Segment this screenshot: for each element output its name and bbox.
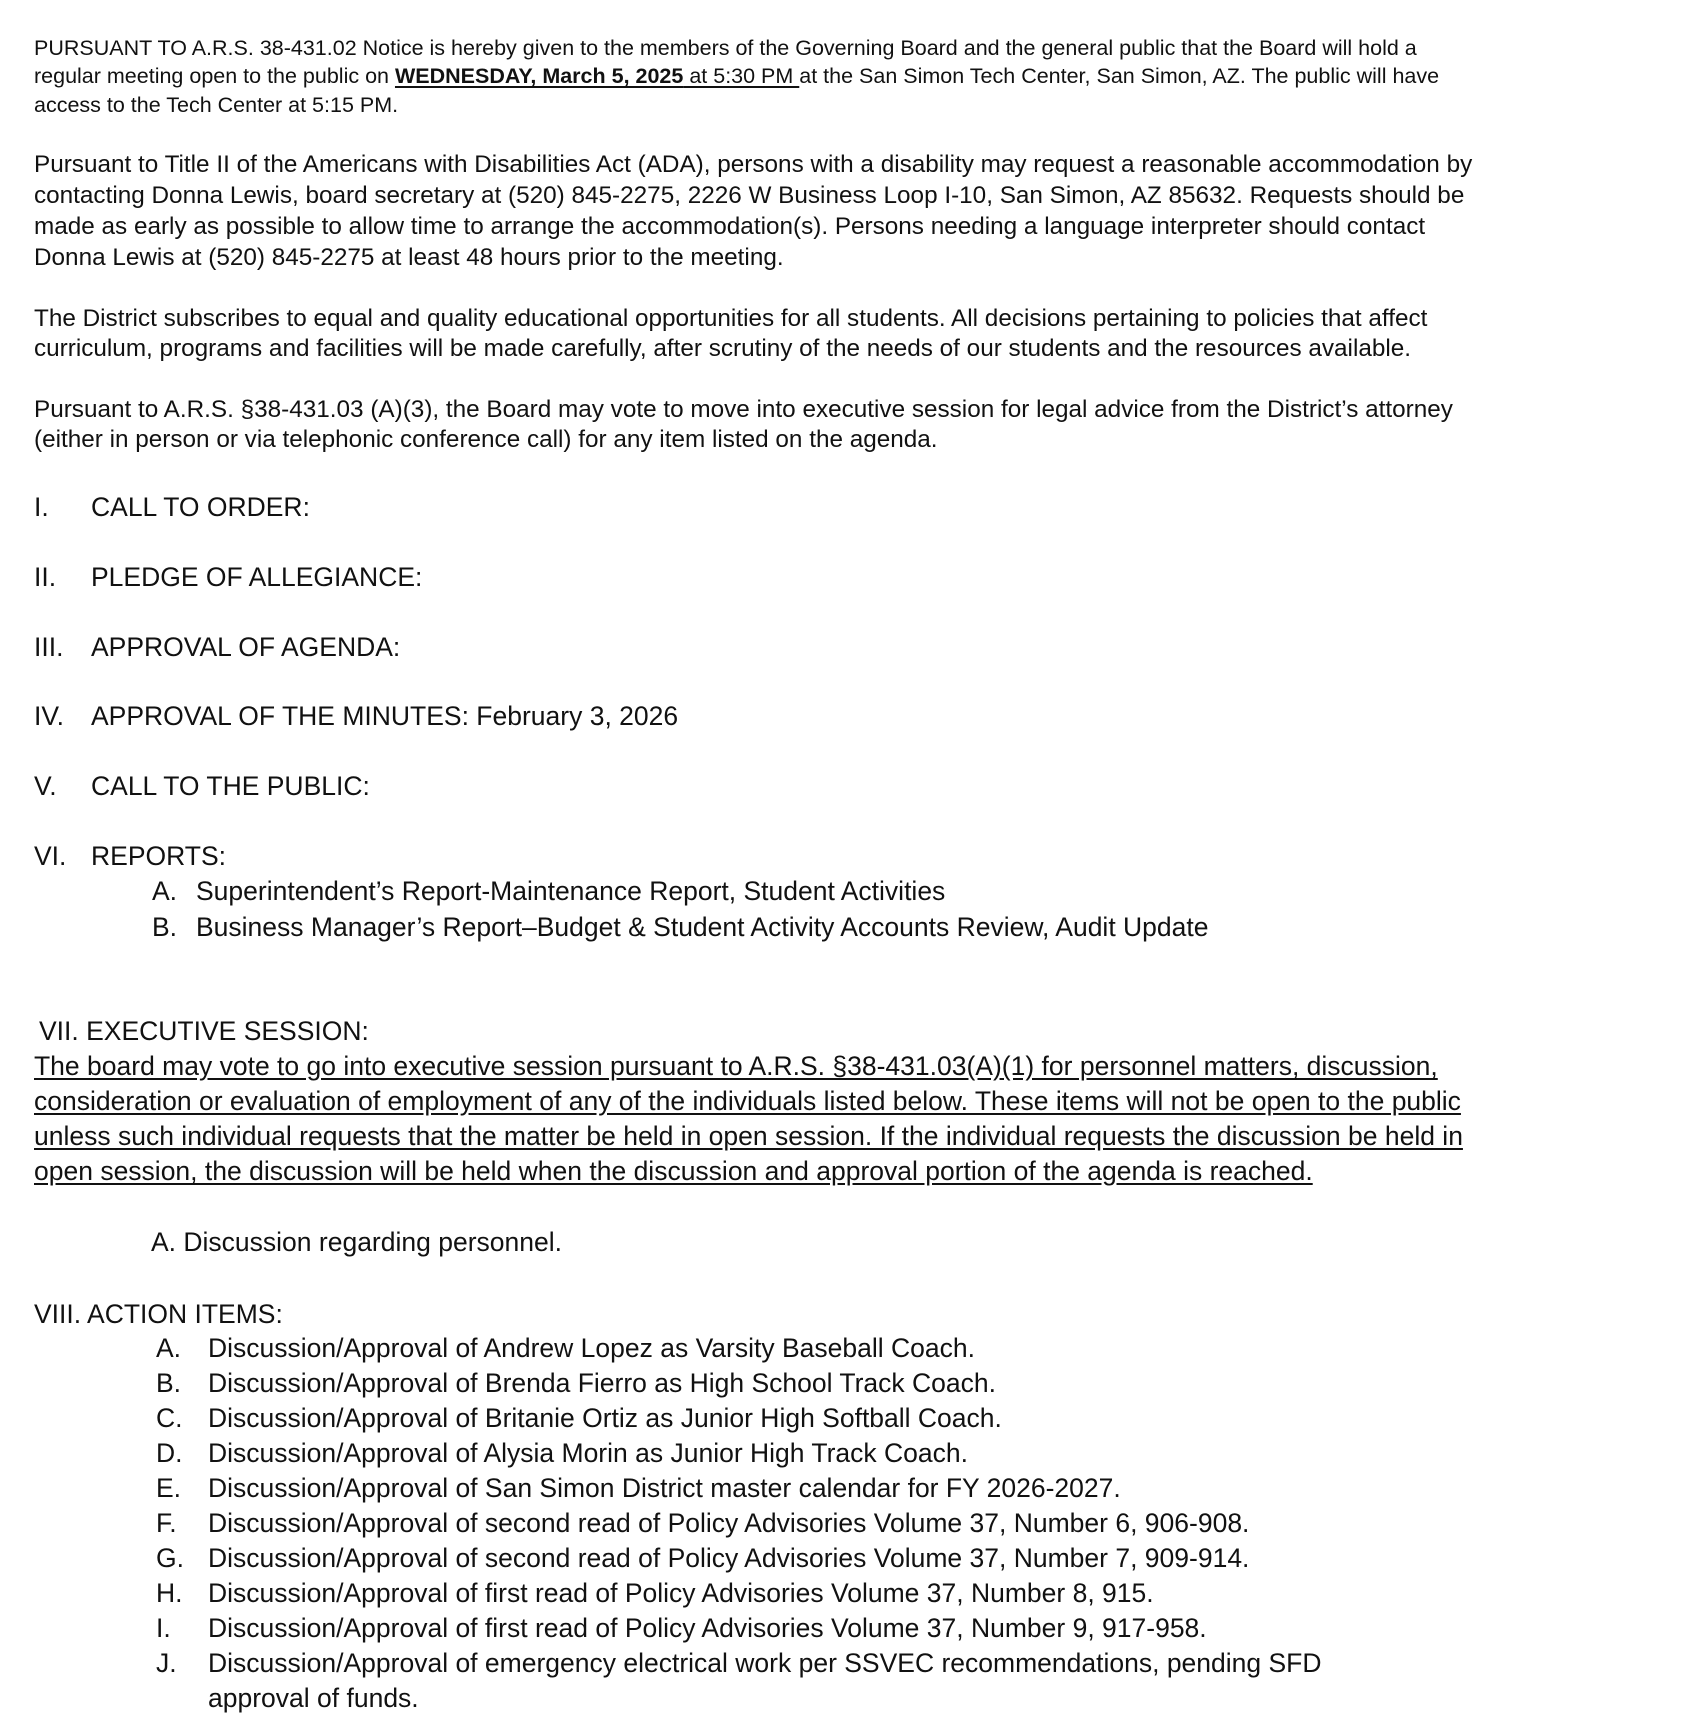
action-item-letter: G. — [156, 1543, 184, 1573]
action-item-letter: I. — [156, 1613, 171, 1643]
executive-session-text: The board may vote to go into executive session pursuant to A.R.S. §38-431.03(A)(1) for personnel matters, discussion, — [34, 1051, 1438, 1081]
executive-session-text: consideration or evaluation of employment of any of the individuals listed below. These items will not be open to the public — [34, 1086, 1461, 1116]
action-item-letter: B. — [156, 1368, 182, 1398]
meeting-date: WEDNESDAY, March 5, 2025 — [394, 64, 684, 88]
action-item: Discussion/Approval of second read of Policy Advisories Volume 37, Number 7, 909-914. — [208, 1543, 1250, 1573]
agenda-label: APPROVAL OF AGENDA: — [91, 632, 401, 662]
executive-notice-line: (either in person or via telephonic conference call) for any item listed on the agenda. — [34, 426, 938, 453]
ada-line: Pursuant to Title II of the Americans with Disabilities Act (ADA), persons with a disability may request a reasonable accommodation by — [34, 151, 1473, 178]
action-item: Discussion/Approval of Brenda Fierro as High School Track Coach. — [208, 1368, 996, 1398]
action-item-letter: H. — [156, 1578, 183, 1608]
ada-line: Donna Lewis at (520) 845-2275 at least 48 hours prior to the meeting. — [34, 244, 784, 271]
agenda-number: I. — [34, 492, 49, 522]
action-item: Discussion/Approval of emergency electrical work per SSVEC recommendations, pending SFD — [208, 1648, 1322, 1678]
action-item: Discussion/Approval of Andrew Lopez as Varsity Baseball Coach. — [208, 1333, 975, 1363]
action-item-letter: F. — [156, 1508, 177, 1538]
executive-session-item: A. Discussion regarding personnel. — [151, 1227, 562, 1257]
notice-text: regular meeting open to the public on — [34, 64, 395, 88]
agenda-number: IV. — [34, 701, 64, 731]
agenda-heading: VII. EXECUTIVE SESSION: — [39, 1016, 369, 1046]
report-letter: B. — [152, 912, 178, 942]
action-item-letter: C. — [156, 1403, 183, 1433]
district-line: The District subscribes to equal and quality educational opportunities for all students. All decisions pertaining to policies that affect — [34, 305, 1428, 332]
ada-line: made as early as possible to allow time to arrange the accommodation(s). Persons needing a language interpreter should contact — [34, 213, 1426, 240]
action-item-letter: E. — [156, 1473, 182, 1503]
action-item: Discussion/Approval of first read of Policy Advisories Volume 37, Number 8, 915. — [208, 1578, 1154, 1608]
report-item: Superintendent’s Report-Maintenance Report, Student Activities — [196, 876, 946, 906]
executive-session-text: unless such individual requests that the matter be held in open session. If the individual requests the discussion be held in — [34, 1121, 1463, 1151]
agenda-number: V. — [34, 771, 57, 801]
executive-notice-line: Pursuant to A.R.S. §38-431.03 (A)(3), the Board may vote to move into executive session for legal advice from the District’s attorney — [34, 396, 1453, 423]
action-item-continuation: approval of funds. — [208, 1683, 419, 1713]
agenda-label: PLEDGE OF ALLEGIANCE: — [91, 562, 423, 592]
action-item-letter: J. — [156, 1648, 177, 1678]
agenda-label: APPROVAL OF THE MINUTES: February 3, 2026 — [91, 701, 679, 731]
report-letter: A. — [152, 876, 178, 906]
district-line: curriculum, programs and facilities will be made carefully, after scrutiny of the needs of our students and the resources available. — [34, 335, 1412, 362]
meeting-time: at 5:30 PM — [683, 64, 800, 88]
agenda-number: II. — [34, 562, 57, 592]
notice-line — [34, 61, 1439, 91]
report-item: Business Manager’s Report–Budget & Student Activity Accounts Review, Audit Update — [196, 912, 1209, 942]
agenda-number: III. — [34, 632, 64, 662]
notice-line: access to the Tech Center at 5:15 PM. — [34, 93, 399, 117]
agenda-label: CALL TO ORDER: — [91, 492, 310, 522]
action-item: Discussion/Approval of first read of Policy Advisories Volume 37, Number 9, 917-958. — [208, 1613, 1207, 1643]
agenda-label: REPORTS: — [91, 841, 226, 871]
notice-line: PURSUANT TO A.R.S. 38-431.02 Notice is hereby given to the members of the Governing Board and the general public that the Board will hold a — [34, 36, 1417, 60]
agenda-heading: VIII. ACTION ITEMS: — [34, 1299, 283, 1329]
action-item-letter: D. — [156, 1438, 183, 1468]
agenda-label: CALL TO THE PUBLIC: — [91, 771, 370, 801]
executive-session-text: open session, the discussion will be held when the discussion and approval portion of the agenda is reached. — [34, 1156, 1313, 1186]
action-item: Discussion/Approval of Alysia Morin as Junior High Track Coach. — [208, 1438, 968, 1468]
agenda-number: VI. — [34, 841, 67, 871]
ada-line: contacting Donna Lewis, board secretary at (520) 845-2275, 2226 W Business Loop I-10, San Simon, AZ 85632. Requests should be — [34, 182, 1465, 209]
action-item: Discussion/Approval of San Simon District master calendar for FY 2026-2027. — [208, 1473, 1121, 1503]
action-item: Discussion/Approval of Britanie Ortiz as Junior High Softball Coach. — [208, 1403, 1002, 1433]
action-item-letter: A. — [156, 1333, 182, 1363]
notice-text: at the San Simon Tech Center, San Simon, AZ. The public will have — [799, 64, 1440, 88]
action-item: Discussion/Approval of second read of Policy Advisories Volume 37, Number 6, 906-908. — [208, 1508, 1250, 1538]
